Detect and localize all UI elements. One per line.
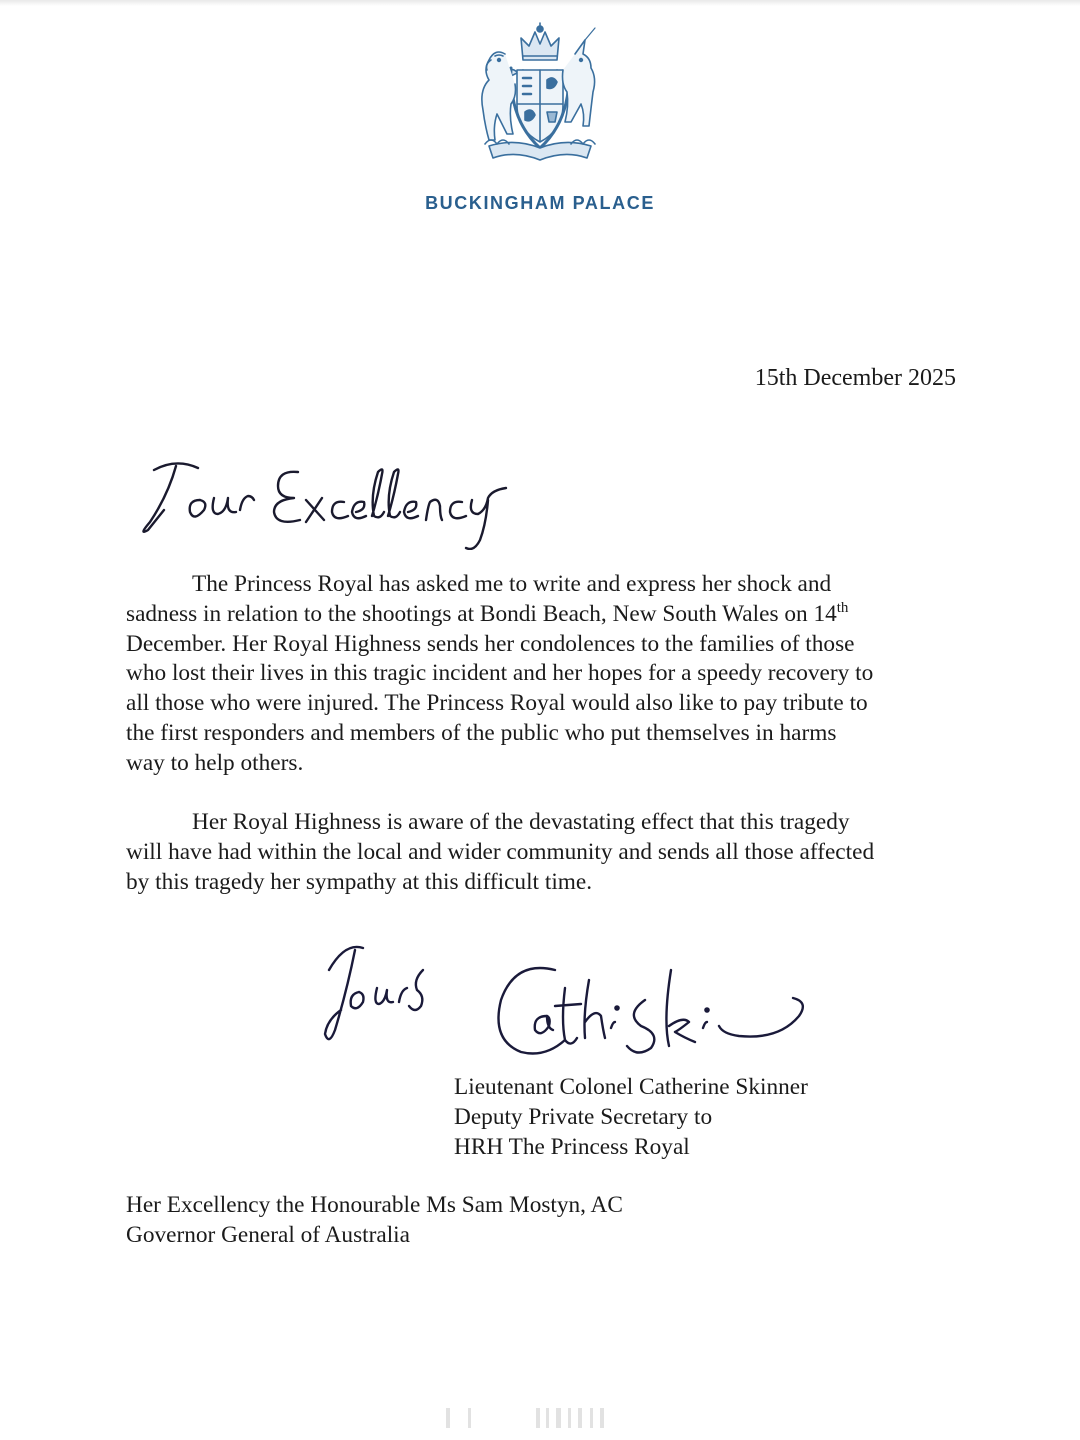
paragraph-line: will have had within the local and wider community and sends all those affected bbox=[126, 838, 875, 865]
letter-date: 15th December 2025 bbox=[754, 365, 956, 391]
signatory-title-line-2: HRH The Princess Royal bbox=[454, 1134, 690, 1160]
paragraph-line: December. Her Royal Highness sends her condolences to the families of those bbox=[126, 630, 855, 657]
addressee-block bbox=[126, 1190, 623, 1250]
paragraph-line: by this tragedy her sympathy at this difficult time. bbox=[126, 868, 593, 895]
paragraph-line: the first responders and members of the public who put themselves in harms bbox=[126, 719, 837, 746]
scan-artifact-marks bbox=[440, 1408, 640, 1430]
paragraph-line: all those who were injured. The Princess Royal would also like to pay tribute to bbox=[126, 690, 868, 717]
paragraph-line: Her Royal Highness is aware of the devastating effect that this tragedy bbox=[192, 809, 850, 835]
paragraph-line: sadness in relation to the shootings at Bondi Beach, New South Wales on 14 bbox=[126, 600, 837, 627]
ordinal-suffix: th bbox=[836, 599, 849, 616]
addressee-line-1: Her Excellency the Honourable Ms Sam Mostyn, AC bbox=[126, 1192, 623, 1218]
signatory-name: Lieutenant Colonel Catherine Skinner bbox=[454, 1074, 808, 1100]
paragraph-line: who lost their lives in this tragic incident and her hopes for a speedy recovery to bbox=[126, 660, 874, 687]
body-paragraph-1 bbox=[126, 570, 956, 779]
signatory-block bbox=[454, 1072, 808, 1162]
handwritten-salutation bbox=[128, 440, 548, 550]
paragraph-line: way to help others. bbox=[126, 749, 304, 776]
royal-coat-of-arms-icon bbox=[465, 20, 615, 165]
addressee-line-2: Governor General of Australia bbox=[126, 1222, 410, 1248]
body-paragraph-2 bbox=[126, 808, 956, 897]
page-top-edge bbox=[0, 0, 1080, 6]
letterhead-title: BUCKINGHAM PALACE bbox=[425, 193, 655, 213]
handwritten-signature bbox=[315, 930, 835, 1065]
signatory-title-line-1: Deputy Private Secretary to bbox=[454, 1104, 713, 1130]
paragraph-line: The Princess Royal has asked me to write and express her shock and bbox=[192, 571, 832, 597]
